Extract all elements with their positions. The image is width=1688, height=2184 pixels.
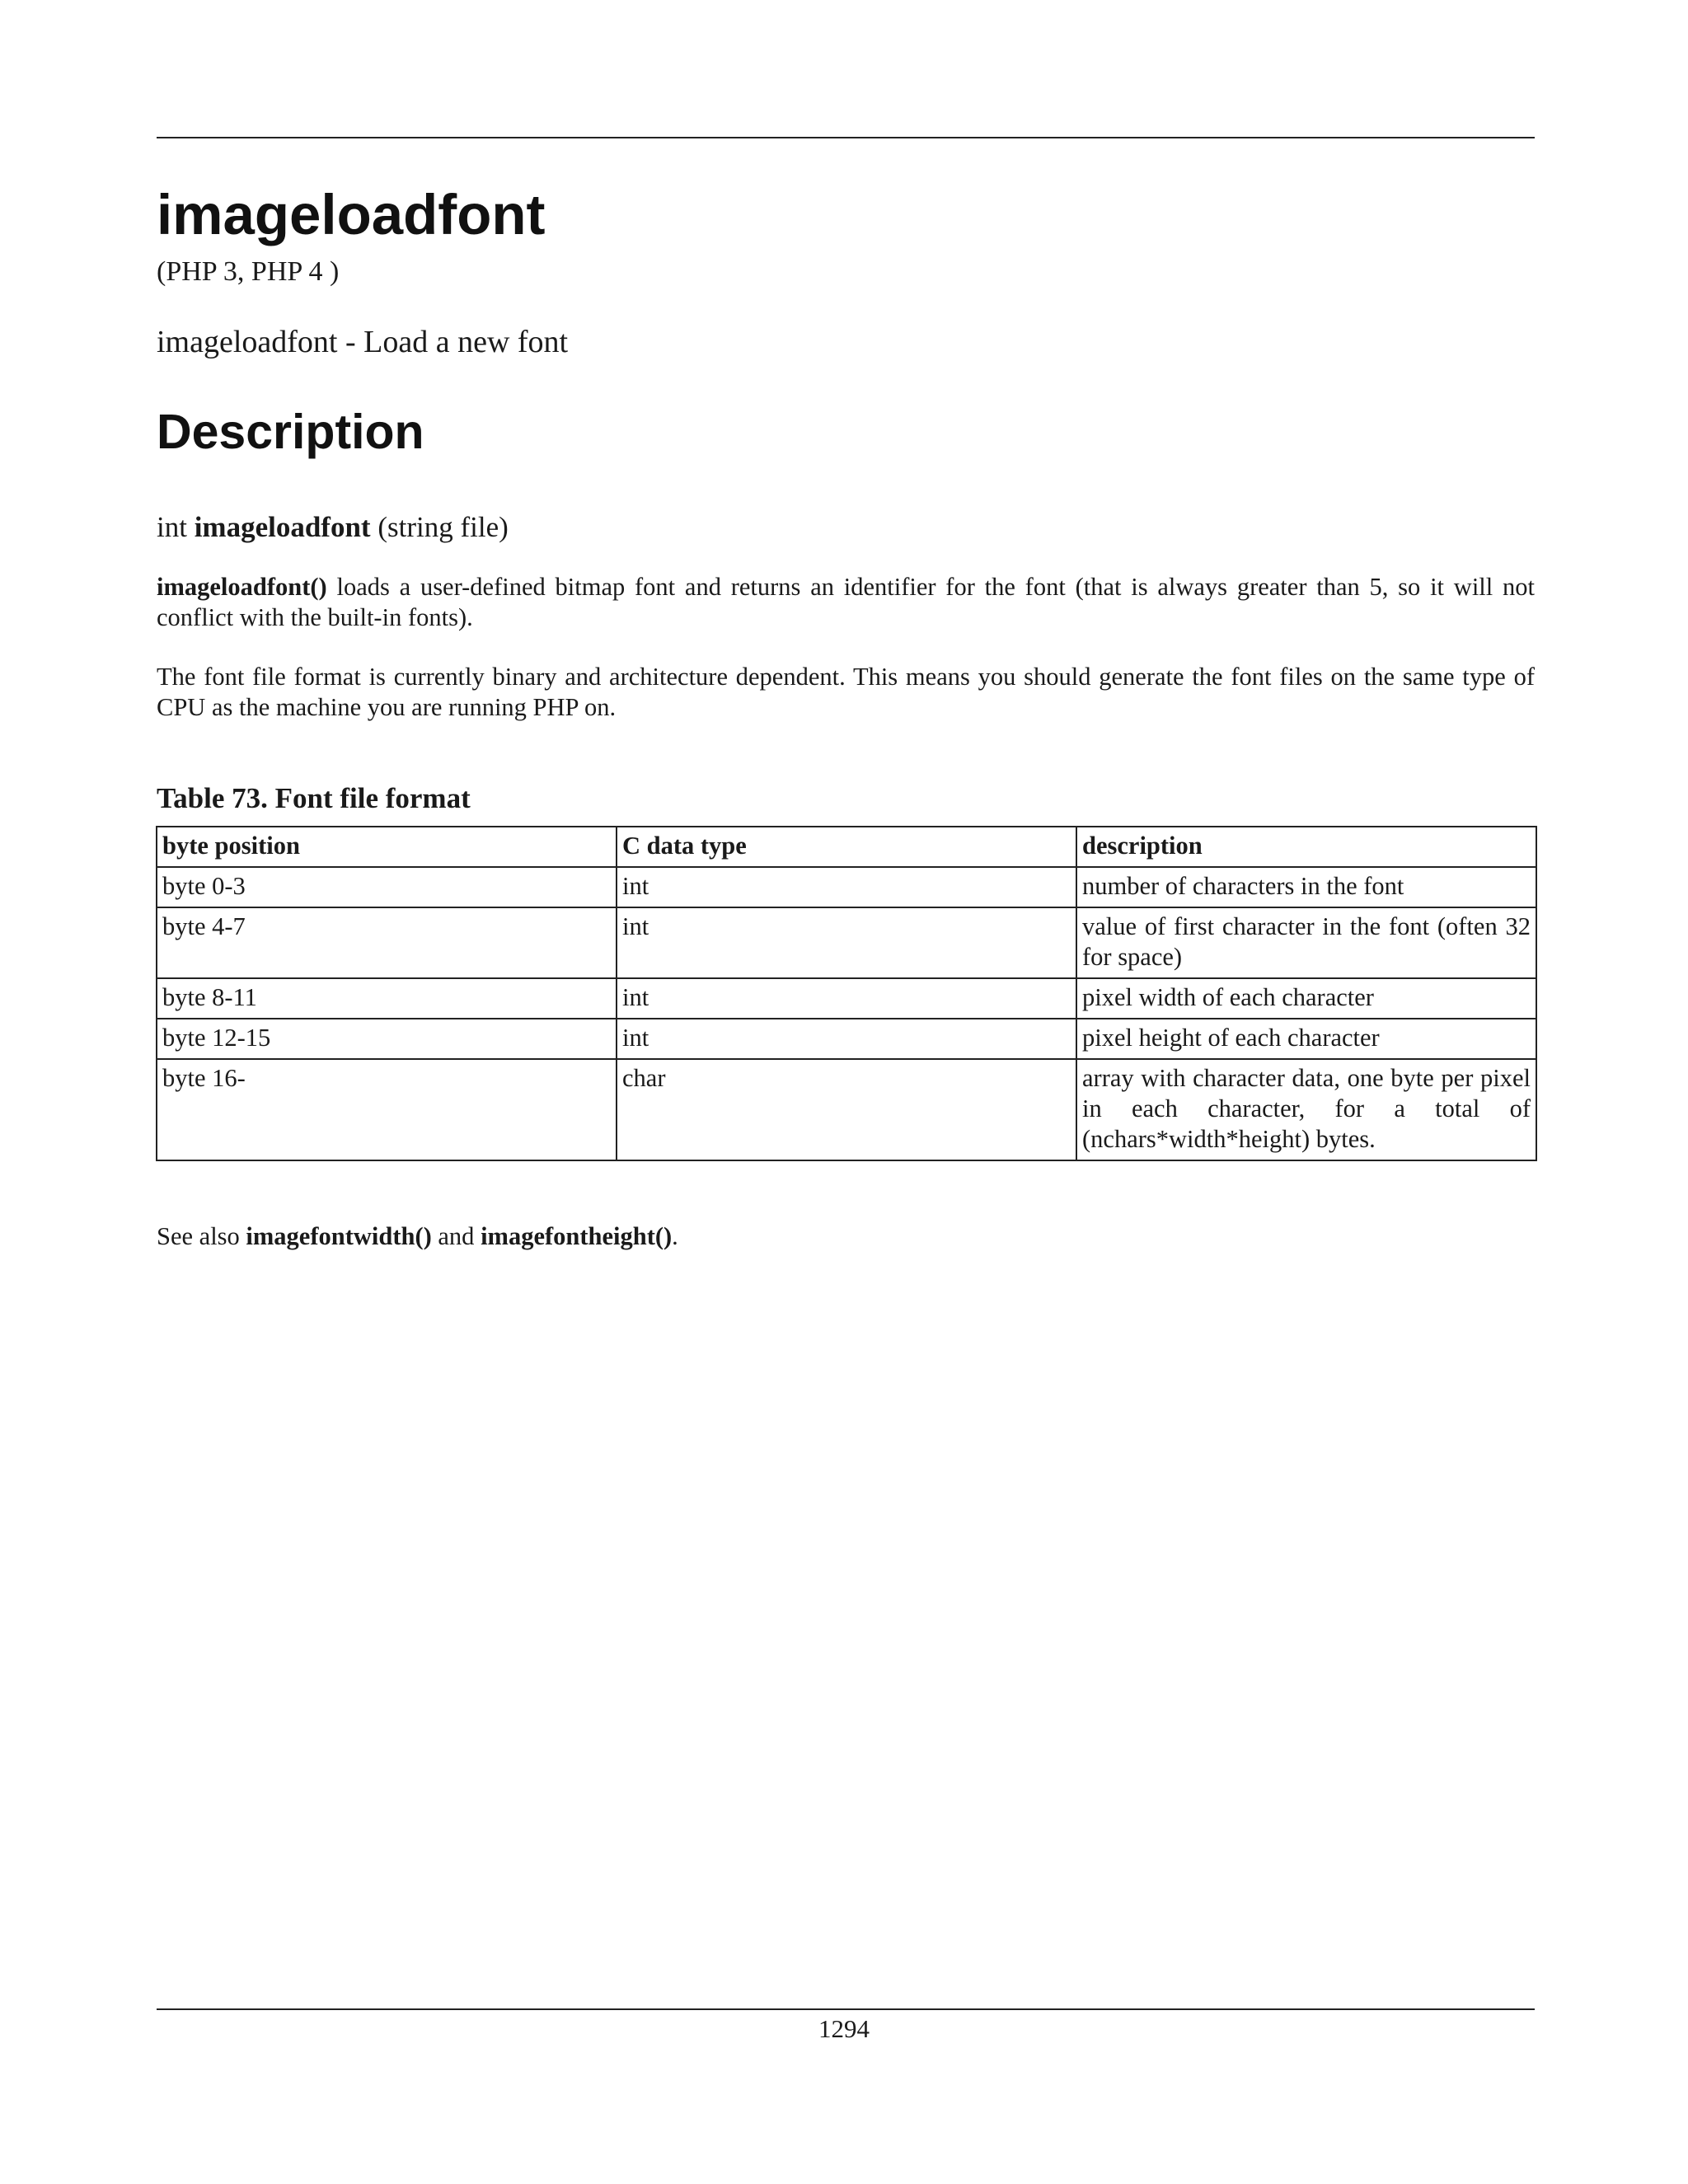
function-reference: imageloadfont(): [157, 573, 327, 601]
see-also-link-imagefontwidth[interactable]: imagefontwidth(): [246, 1222, 432, 1250]
synopsis-params: (string file): [370, 511, 509, 543]
description-paragraph-2: The font file format is currently binary and architecture dependent. This means you should generate the font files on the same type of CPU as the machine you are running PHP on.: [157, 663, 1535, 721]
see-also: [157, 1224, 678, 1249]
cell-byte-position: byte 16-: [157, 1059, 617, 1160]
function-synopsis: [157, 513, 509, 541]
header-rule: [157, 137, 1535, 138]
refname-purpose: imageloadfont - Load a new font: [157, 325, 569, 359]
page-number: 1294: [818, 2014, 870, 2043]
table-title: Table 73. Font file format: [157, 782, 471, 814]
cell-byte-position: byte 0-3: [157, 867, 617, 907]
cell-description: number of characters in the font: [1076, 867, 1536, 907]
see-also-suffix: .: [672, 1222, 678, 1250]
cell-byte-position: byte 12-15: [157, 1019, 617, 1059]
page-title: imageloadfont: [157, 183, 546, 246]
paragraph-text: loads a user-defined bitmap font and returns an identifier for the font (that is always greater than 5, so it will not conflict with the built-in fonts).: [157, 573, 1535, 631]
see-also-link-imagefontheight[interactable]: imagefontheight(): [481, 1222, 673, 1250]
cell-byte-position: byte 4-7: [157, 907, 617, 978]
cell-description: value of first character in the font (often 32 for space): [1076, 907, 1536, 978]
cell-c-data-type: int: [617, 1019, 1076, 1059]
column-header-description: description: [1076, 827, 1536, 867]
column-header-c-data-type: C data type: [617, 827, 1076, 867]
php-versions: (PHP 3, PHP 4 ): [157, 256, 340, 287]
see-also-connector: and: [431, 1222, 481, 1250]
footer-rule: [157, 2008, 1535, 2010]
see-also-prefix: See also: [157, 1222, 246, 1250]
cell-description: array with character data, one byte per pixel in each character, for a total of (nchars*width*height) bytes.: [1076, 1059, 1536, 1160]
cell-description: pixel height of each character: [1076, 1019, 1536, 1059]
column-header-byte-position: byte position: [157, 827, 617, 867]
table-row: [157, 867, 1536, 907]
table-row: [157, 907, 1536, 978]
cell-description: pixel width of each character: [1076, 978, 1536, 1019]
cell-byte-position: byte 8-11: [157, 978, 617, 1019]
description-paragraph-1: [157, 572, 1535, 633]
table-header-row: [157, 827, 1536, 867]
section-heading-description: Description: [157, 405, 424, 459]
cell-c-data-type: int: [617, 867, 1076, 907]
font-format-table: [156, 826, 1537, 1161]
cell-c-data-type: int: [617, 978, 1076, 1019]
table-row: [157, 1019, 1536, 1059]
synopsis-return-type: int: [157, 511, 195, 543]
table-row: [157, 978, 1536, 1019]
cell-c-data-type: int: [617, 907, 1076, 978]
table-row: [157, 1059, 1536, 1160]
cell-c-data-type: char: [617, 1059, 1076, 1160]
synopsis-function-name: imageloadfont: [194, 511, 371, 543]
